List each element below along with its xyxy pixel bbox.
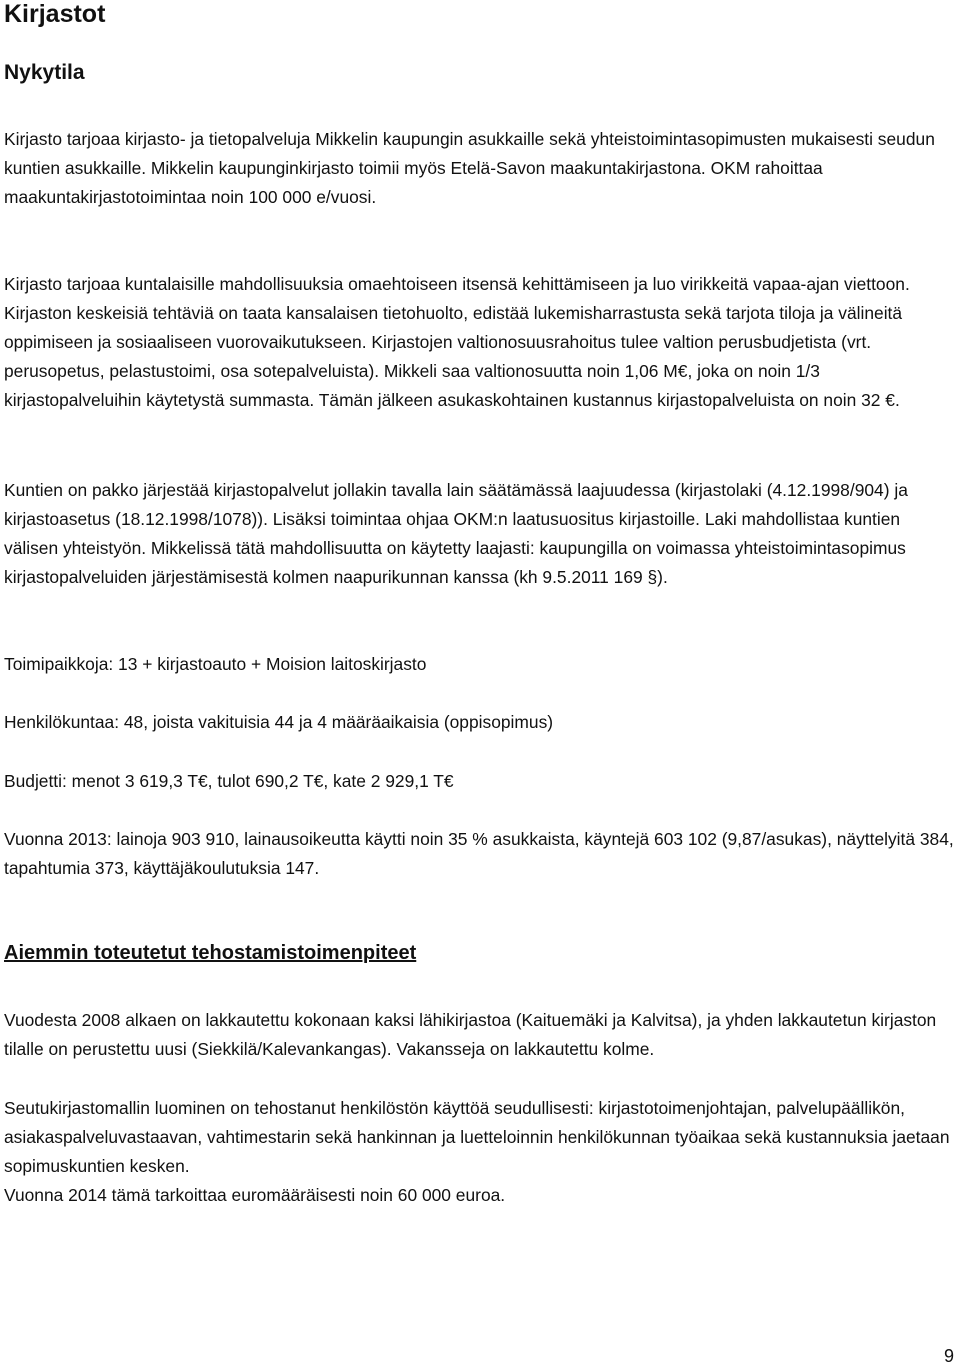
paragraph-text: Henkilökuntaa: 48, joista vakituisia 44 ja 4 määräaikaisia (oppisopimus) [4, 712, 554, 732]
paragraph-library-tasks [4, 270, 954, 415]
page-number: 9 [943, 1346, 954, 1366]
paragraph-text: Seutukirjastomallin luominen on tehostanut henkilöstön käyttöä seudullisesti: kirjastotoimenjohtajan, palvelupäällikön, asiakaspalveluvastaavan, vahtimestarin sekä hankinnan ja luetteloinnin henkilökunnan työaikaa sekä kustannuksia jaetaan sopimuskuntien kesken. [4, 1098, 950, 1176]
paragraph-legislation [4, 476, 954, 592]
paragraph-text: Kuntien on pakko järjestää kirjastopalvelut jollakin tavalla lain säätämässä laajuudessa (kirjastolaki (4.12.1998/904) ja kirjastoasetus (18.12.1998/1078)). Lisäksi toimintaa ohjaa OKM:n laatusuositus kirjastoille. Laki mahdollistaa kuntien välisen yhteistyön. Mikkelissä tätä mahdollisuutta on käytetty laajasti: kaupungilla on voimassa yhteistoimintasopimus kirjastopalveluiden järjestämisestä kolmen naapurikunnan kanssa (kh 9.5.2011 169 §). [4, 480, 908, 587]
paragraph-text: Vuonna 2014 tämä tarkoittaa euromääräisesti noin 60 000 euroa. [4, 1185, 506, 1205]
paragraph-staff [4, 708, 954, 737]
paragraph-statistics [4, 825, 954, 883]
page-title: Kirjastot [4, 0, 106, 28]
section-subtitle: Nykytila [4, 61, 85, 84]
paragraph-text: Vuodesta 2008 alkaen on lakkautettu kokonaan kaksi lähikirjastoa (Kaituemäki ja Kalvitsa), ja yhden lakkautetun kirjaston tilalle on perustettu uusi (Siekkilä/Kalevankangas). Vakansseja on lakkautettu kolme. [4, 1010, 937, 1059]
paragraph-intro [4, 125, 954, 212]
paragraph-text: Vuonna 2013: lainoja 903 910, lainausoikeutta käytti noin 35 % asukkaista, käyntejä 603 102 (9,87/asukas), näyttelyitä 384, tapahtumia 373, käyttäjäkoulutuksia 147. [4, 829, 954, 878]
paragraph-closures [4, 1006, 954, 1064]
paragraph-regional-model [4, 1094, 954, 1181]
paragraph-text: Budjetti: menot 3 619,3 T€, tulot 690,2 T€, kate 2 929,1 T€ [4, 771, 454, 791]
paragraph-locations [4, 650, 954, 679]
paragraph-text: Kirjasto tarjoaa kirjasto- ja tietopalveluja Mikkelin kaupungin asukkaille sekä yhteistoimintasopimusten mukaisesti seudun kuntien asukkaille. Mikkelin kaupunginkirjasto toimii myös Etelä-Savon maakuntakirjastona. OKM rahoittaa maakuntakirjastotoimintaa noin 100 000 e/vuosi. [4, 129, 935, 207]
section-heading: Aiemmin toteutetut tehostamistoimenpiteet [4, 942, 417, 964]
paragraph-savings [4, 1181, 954, 1210]
paragraph-text: Kirjasto tarjoaa kuntalaisille mahdollisuuksia omaehtoiseen itsensä kehittämiseen ja luo virikkeitä vapaa-ajan viettoon. Kirjaston keskeisiä tehtäviä on taata kansalaisen tietohuolto, edistää lukemisharrastusta sekä tarjota tiloja ja välineitä oppimiseen ja sosiaaliseen vuorovaikutukseen. Kirjastojen valtionosuusrahoitus tulee valtion perusbudjetista (vrt. perusopetus, pelastustoimi, osa sotepalveluista). Mikkeli saa valtionosuutta noin 1,06 M€, joka on noin 1/3 kirjastopalveluihin käytetystä summasta. Tämän jälkeen asukaskohtainen kustannus kirjastopalveluista on noin 32 €. [4, 274, 910, 410]
paragraph-budget [4, 767, 954, 796]
paragraph-text: Toimipaikkoja: 13 + kirjastoauto + Moision laitoskirjasto [4, 654, 427, 674]
